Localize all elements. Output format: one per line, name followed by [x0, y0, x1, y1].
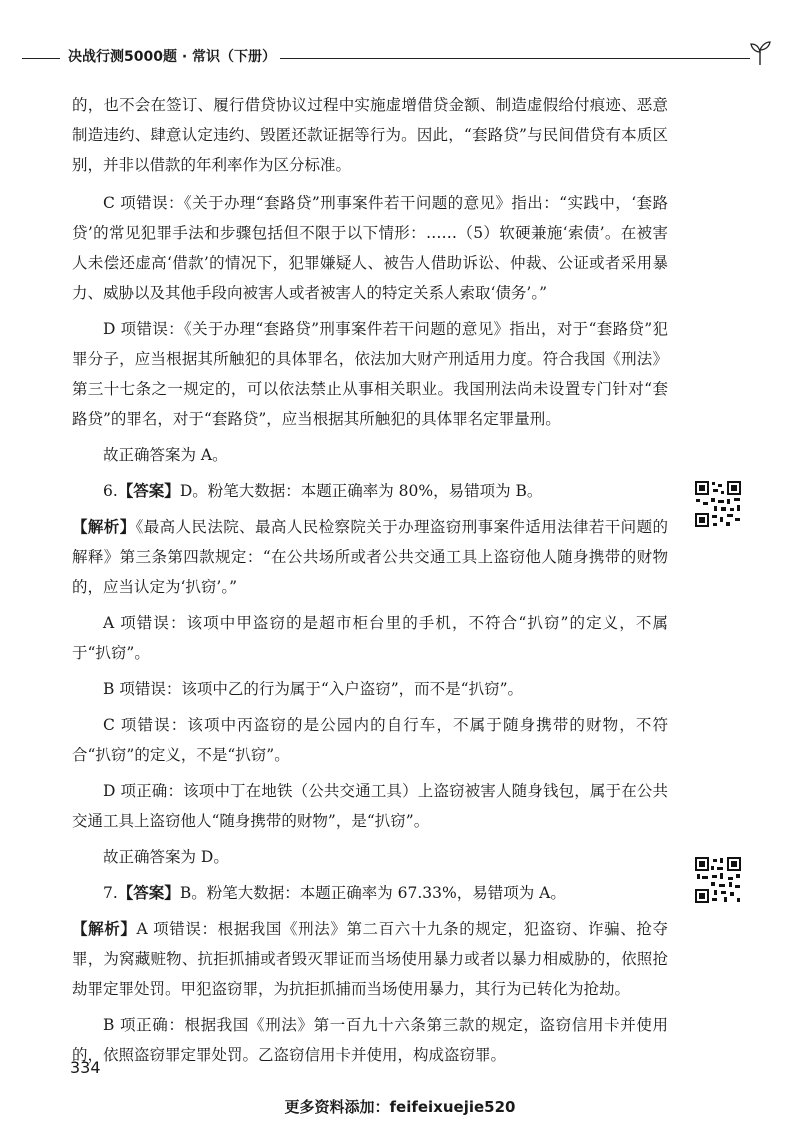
qr-code-icon[interactable]	[694, 856, 742, 904]
paragraph-option-b: B 项错误：该项中乙的行为属于“入户盗窃”，而不是“扒窃”。	[103, 680, 524, 698]
paragraph-continuation: 的，也不会在签订、履行借贷协议过程中实施虚增借贷金额、制造虚假给付痕迹、恶意制造违约、肆意认定违约、毁匿还款证据等行为。因此，“套路贷”与民间借贷有本质区别，并非以借款的年利率作为区分标准。	[72, 96, 668, 174]
book-title: 决战行测5000题 · 常识（下册）	[68, 49, 277, 65]
qr-code-icon[interactable]	[694, 480, 742, 528]
question-number: 7.	[103, 884, 118, 902]
analysis-6	[72, 512, 668, 602]
question-number: 6.	[103, 482, 118, 500]
answer-text: B。粉笔大数据：本题正确率为 67.33%，易错项为 A。	[179, 884, 566, 902]
header-rule-right	[280, 58, 750, 59]
page-body	[72, 90, 668, 1076]
header-rule-left	[22, 58, 60, 59]
paragraph-conclusion: 故正确答案为 D。	[103, 848, 229, 866]
answer-7	[72, 878, 668, 908]
answer-text: D。粉笔大数据：本题正确率为 80%，易错项为 B。	[179, 482, 543, 500]
analysis-7	[72, 914, 668, 1004]
footer-note: 更多资料添加：feifeixuejie520	[284, 1098, 516, 1116]
answer-6	[72, 476, 668, 506]
running-header	[22, 46, 772, 70]
paragraph-option-d: D 项正确：该项中丁在地铁（公共交通工具）上盗窃被害人随身钱包，属于在公共交通工具上盗窃他人“随身携带的财物”，是“扒窃”。	[72, 782, 668, 830]
analysis-text: A 项错误：根据我国《刑法》第二百六十九条的规定，犯盗窃、诈骗、抢夺罪，为窝藏赃物、抗拒抓捕或者毁灭罪证而当场使用暴力或者以暴力相威胁的，依照抢劫罪定罪处罚。甲犯盗窃罪，为抗拒抓捕而当场使用暴力，其行为已转化为抢劫。	[72, 920, 668, 998]
paragraph-option-c: C 项错误：该项中丙盗窃的是公园内的自行车，不属于随身携带的财物，不符合“扒窃”的定义，不是“扒窃”。	[72, 716, 668, 764]
paragraph-conclusion: 故正确答案为 A。	[103, 446, 228, 464]
analysis-text: 《最高人民法院、最高人民检察院关于办理盗窃刑事案件适用法律若干问题的解释》第三条第四款规定：“在公共场所或者公共交通工具上盗窃他人随身携带的财物的，应当认定为‘扒窃’。”	[72, 518, 668, 596]
paragraph-option-b: B 项正确：根据我国《刑法》第一百九十六条第三款的规定，盗窃信用卡并使用的，依照盗窃罪定罪处罚。乙盗窃信用卡并使用，构成盗窃罪。	[72, 1016, 668, 1064]
page-number: 334	[70, 1058, 101, 1077]
answer-tag: 【答案】	[117, 884, 180, 902]
paragraph-option-d: D 项错误：《关于办理“套路贷”刑事案件若干问题的意见》指出，对于“套路贷”犯罪分子，应当根据其所触犯的具体罪名，依法加大财产刑适用力度。符合我国《刑法》第三十七条之一规定的，可以依法禁止从事相关职业。我国刑法尚未设置专门针对“套路贷”的罪名，对于“套路贷”，应当根据其所触犯的具体罪名定罪量刑。	[72, 320, 668, 428]
answer-tag: 【答案】	[117, 482, 180, 500]
paragraph-option-c: C 项错误：《关于办理“套路贷”刑事案件若干问题的意见》指出：“实践中，‘套路贷’的常见犯罪手法和步骤包括但不限于以下情形：……（5）软硬兼施‘索债’。在被害人未偿还虚高‘借款’的情况下，犯罪嫌疑人、被告人借助诉讼、仲裁、公证或者采用暴力、威胁以及其他手段向被害人或者被害人的特定关系人索取‘债务’。”	[72, 194, 668, 302]
analysis-tag: 【解析】	[72, 920, 137, 938]
paragraph-option-a: A 项错误：该项中甲盗窃的是超市柜台里的手机，不符合“扒窃”的定义，不属于“扒窃”。	[72, 614, 668, 662]
analysis-tag: 【解析】	[72, 518, 136, 536]
sprout-icon	[748, 40, 772, 66]
